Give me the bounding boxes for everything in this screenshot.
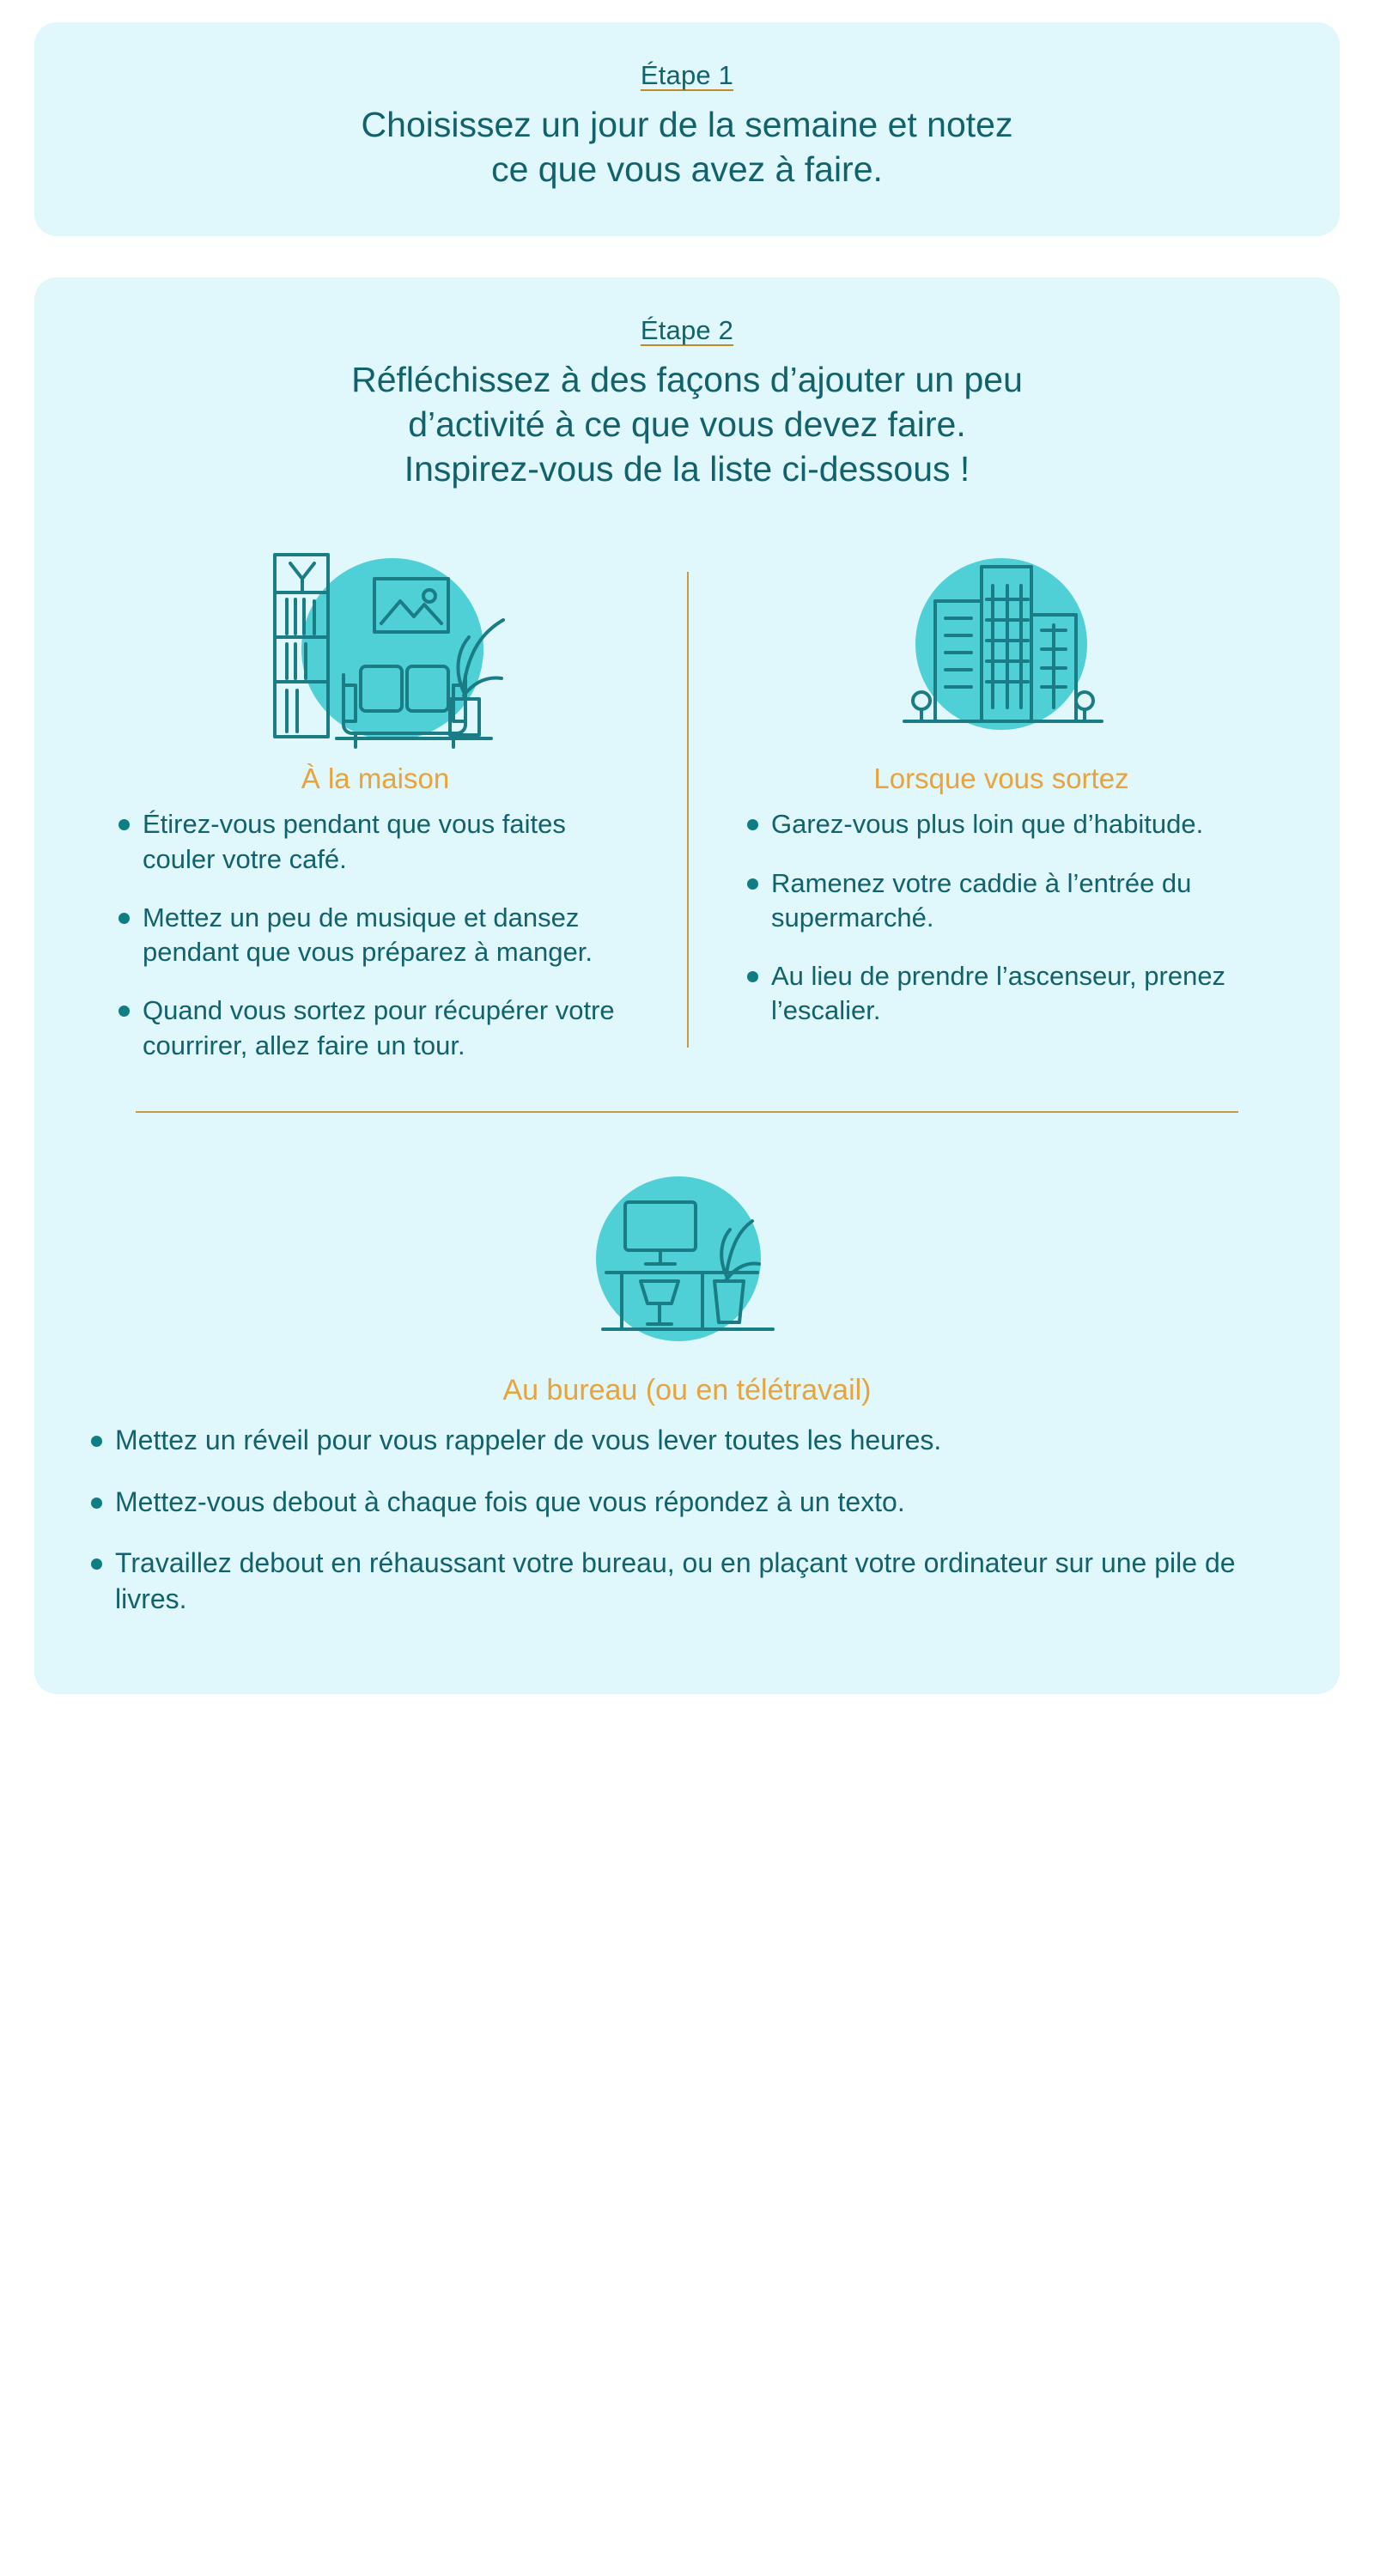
step-1-label: Étape 1 bbox=[640, 60, 734, 90]
list-item: Travaillez debout en réhaussant votre bureau, ou en plaçant votre ordinateur sur une pile de livres. bbox=[86, 1546, 1288, 1617]
list-item: Ramenez votre caddie à l’entrée du supermarché. bbox=[739, 866, 1264, 936]
column-when-out bbox=[687, 539, 1288, 1063]
step-1-heading-line-2: ce que vous avez à faire. bbox=[491, 149, 883, 189]
list-item: Quand vous sortez pour récupérer votre courrirer, allez faire un tour. bbox=[110, 993, 641, 1063]
column-divider bbox=[687, 572, 689, 1048]
list-item: Garez-vous plus loin que d’habitude. bbox=[739, 807, 1264, 841]
step-1-card bbox=[34, 22, 1340, 236]
list-at-home bbox=[110, 807, 641, 1063]
list-item: Mettez un réveil pour vous rappeler de vous lever toutes les heures. bbox=[86, 1423, 1288, 1459]
list-item: Étirez-vous pendant que vous faites couler votre café. bbox=[110, 807, 641, 877]
step-2-heading-line-1: Réfléchissez à des façons d’ajouter un peu bbox=[351, 360, 1023, 400]
step-2-heading-line-3: Inspirez-vous de la liste ci-dessous ! bbox=[404, 448, 970, 489]
list-item: Au lieu de prendre l’ascenseur, prenez l’escalier. bbox=[739, 959, 1264, 1029]
section-title-at-office: Au bureau (ou en télétravail) bbox=[502, 1374, 872, 1407]
step-2-label: Étape 2 bbox=[640, 315, 734, 346]
step-2-heading bbox=[86, 358, 1288, 491]
suggestion-columns bbox=[86, 539, 1288, 1063]
column-at-home bbox=[86, 539, 687, 1063]
desk-workstation-icon bbox=[86, 1156, 1288, 1362]
living-room-icon bbox=[110, 539, 641, 754]
section-divider bbox=[136, 1111, 1238, 1113]
list-when-out bbox=[739, 807, 1264, 1028]
column-title-when-out: Lorsque vous sortez bbox=[873, 762, 1129, 795]
section-at-office bbox=[86, 1156, 1288, 1617]
step-1-heading bbox=[86, 103, 1288, 191]
step-2-card bbox=[34, 277, 1340, 1694]
city-buildings-icon bbox=[739, 539, 1264, 754]
list-item: Mettez un peu de musique et dansez pendant que vous préparez à manger. bbox=[110, 901, 641, 970]
column-title-at-home: À la maison bbox=[301, 762, 450, 795]
step-2-heading-line-2: d’activité à ce que vous devez faire. bbox=[408, 404, 966, 444]
list-at-office bbox=[86, 1423, 1288, 1617]
list-item: Mettez-vous debout à chaque fois que vous répondez à un texto. bbox=[86, 1485, 1288, 1521]
step-1-heading-line-1: Choisissez un jour de la semaine et notez bbox=[361, 105, 1013, 144]
